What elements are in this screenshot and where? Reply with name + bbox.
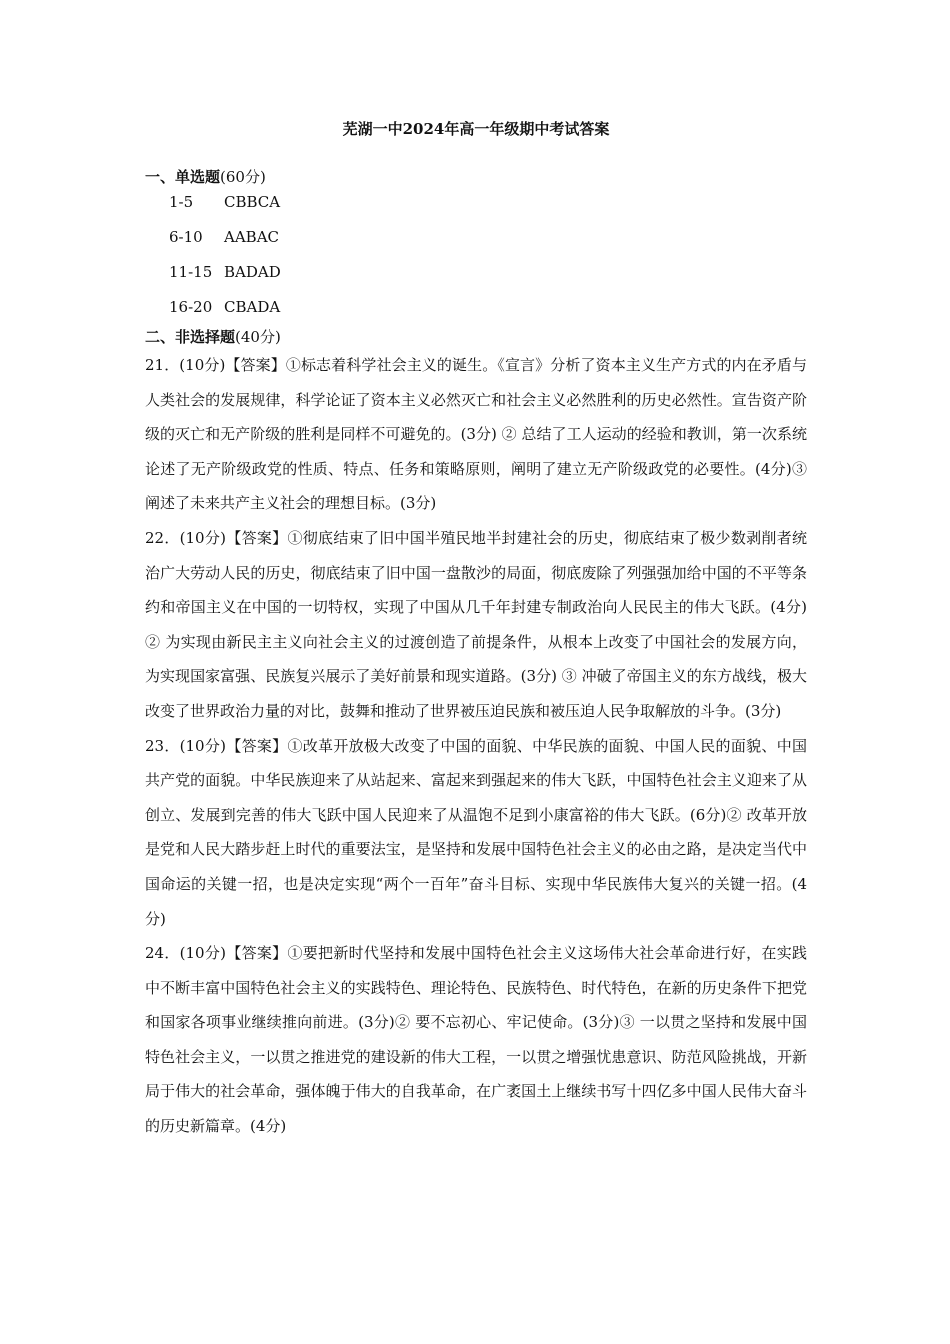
- section1-heading: [145, 166, 807, 188]
- mc-answers: CBADA: [224, 298, 281, 316]
- question-22-answer: 22．(10分)【答案】①彻底结束了旧中国半殖民地半封建社会的历史，彻底结束了极少数剥削者统治广大劳动人民的历史，彻底结束了旧中国一盘散沙的局面，彻底废除了列强强加给中国的不平等条约和帝国主义在中国的一切特权，实现了中国从几千年封建专制政治向人民民主的伟大飞跃。(4分) ② 为实现由新民主主义向社会主义的过渡创造了前提条件，从根本上改变了中国社会的发展方向，为实现国家富强、民族复兴展示了美好前景和现实道路。(3分) ③ 冲破了帝国主义的东方战线，极大改变了世界政治力量的对比，鼓舞和推动了世界被压迫民族和被压迫人民争取解放的斗争。(3分): [145, 528, 807, 720]
- mc-range: 11-15: [169, 263, 213, 281]
- mc-answer-row: [169, 261, 807, 296]
- mc-answers: CBBCA: [224, 193, 281, 211]
- mc-answer-row: [169, 191, 807, 226]
- question-21-answer: 21．(10分)【答案】①标志着科学社会主义的诞生。《宣言》分析了资本主义生产方式的内在矛盾与人类社会的发展规律，科学论证了资本主义必然灭亡和社会主义必然胜利的历史必然性。宣告资产阶级的灭亡和无产阶级的胜利是同样不可避免的。(3分) ② 总结了工人运动的经验和教训，第一次系统论述了无产阶级政党的性质、特点、任务和策略原则，阐明了建立无产阶级政党的必要性。(4分)③ 阐述了未来共产主义社会的理想目标。(3分): [145, 356, 807, 513]
- multiple-choice-answers: [169, 191, 807, 326]
- mc-range: 16-20: [169, 298, 213, 316]
- answer-sheet-page: [145, 118, 807, 1144]
- mc-answers: BADAD: [224, 263, 281, 281]
- section1-heading-label: 一、单选题: [145, 168, 221, 186]
- section2-heading: [145, 326, 807, 348]
- question-24-answer: 24．(10分)【答案】①要把新时代坚持和发展中国特色社会主义这场伟大社会革命进行好，在实践中不断丰富中国特色社会主义的实践特色、理论特色、民族特色、时代特色，在新的历史条件下把党和国家各项事业继续推向前进。(3分)② 要不忘初心、牢记使命。(3分)③ 一以贯之坚持和发展中国特色社会主义，一以贯之推进党的建设新的伟大工程，一以贯之增强忧患意识、防范风险挑战，开新局于伟大的社会革命，强体魄于伟大的自我革命，在广袤国土上继续书写十四亿多中国人民伟大奋斗的历史新篇章。(4分): [145, 944, 807, 1136]
- mc-answer-row: [169, 226, 807, 261]
- mc-range: 1-5: [169, 193, 194, 211]
- mc-range: 6-10: [169, 228, 203, 246]
- question-23-answer: 23．(10分)【答案】①改革开放极大改变了中国的面貌、中华民族的面貌、中国人民的面貌、中国共产党的面貌。中华民族迎来了从站起来、富起来到强起来的伟大飞跃，中国特色社会主义迎来了从创立、发展到完善的伟大飞跃中国人民迎来了从温饱不足到小康富裕的伟大飞跃。(6分)② 改革开放是党和人民大踏步赶上时代的重要法宝，是坚持和发展中国特色社会主义的必由之路，是决定当代中国命运的关键一招，也是决定实现“两个一百年”奋斗目标、实现中华民族伟大复兴的关键一招。(4分): [145, 736, 807, 928]
- mc-answer-row: [169, 296, 807, 326]
- mc-answers: AABAC: [224, 228, 279, 246]
- page-title: 芜湖一中2024年高一年级期中考试答案: [342, 120, 610, 138]
- section2-points: (40分): [235, 328, 281, 346]
- section1-points: (60分): [220, 168, 266, 186]
- section2-heading-label: 二、非选择题: [145, 328, 236, 346]
